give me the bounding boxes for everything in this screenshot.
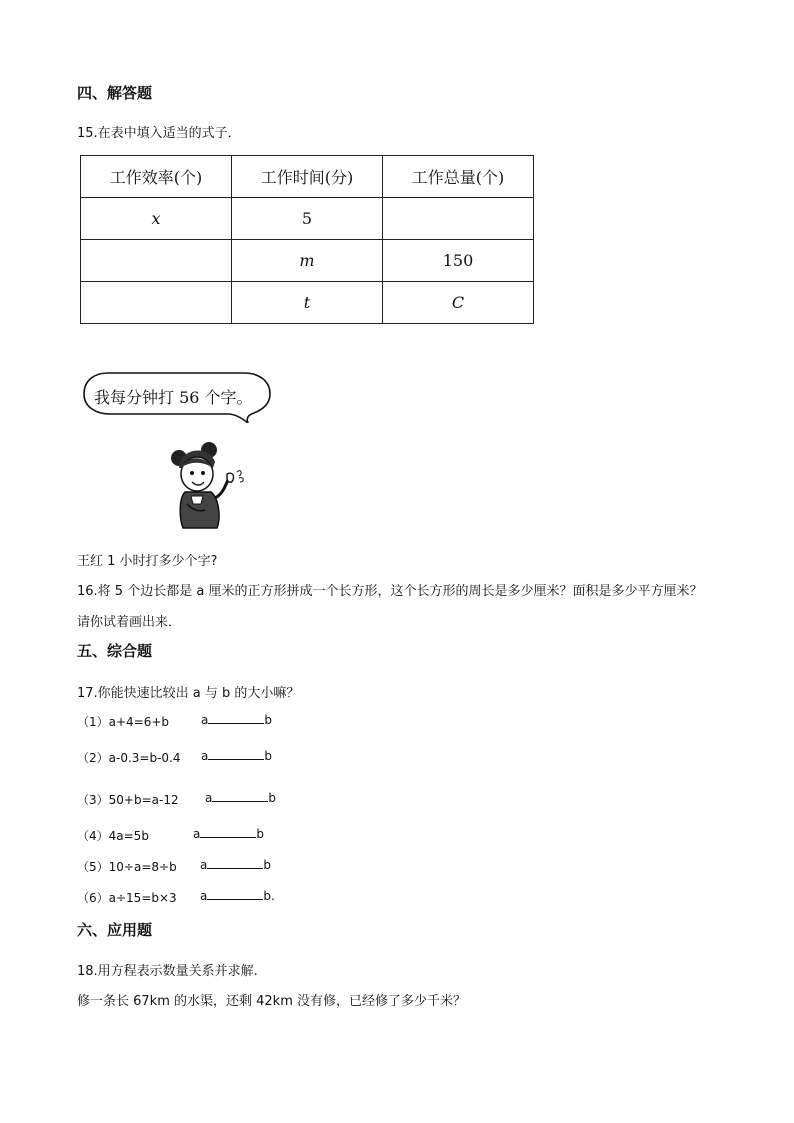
var-a: a	[193, 827, 201, 841]
var-a: a	[200, 889, 208, 903]
table-cell: 5	[232, 198, 383, 240]
table-cell: C	[383, 282, 534, 324]
table-header-row	[81, 156, 534, 198]
section-title: 六、应用题	[77, 921, 153, 939]
question-16-text: 16.将 5 个边长都是 a 厘米的正方形拼成一个长方形，这个长方形的周长是多少厘米？面积是多少平方厘米？	[77, 584, 703, 599]
bubble-text: 我每分钟打 56 个字。	[94, 388, 253, 407]
answer-blank[interactable]	[207, 858, 263, 869]
answer-blank-row	[201, 749, 272, 763]
table-row	[81, 282, 534, 324]
item-number: （4）	[77, 829, 109, 843]
answer-blank-row	[200, 889, 275, 903]
table-header: 工作总量(个)	[383, 156, 534, 198]
item-number: （3）	[77, 793, 109, 807]
table-row	[81, 240, 534, 282]
answer-blank-row	[205, 791, 276, 805]
answer-blank-row	[193, 827, 264, 841]
section-title: 五、综合题	[77, 642, 153, 660]
list-item	[77, 791, 179, 808]
list-item	[77, 858, 177, 875]
table-row	[81, 198, 534, 240]
item-number: （2）	[77, 751, 109, 765]
question-18-text-2: 修一条长 67km 的水渠，还剩 42km 没有修，已经修了多少千米？	[77, 994, 466, 1009]
item-number: （1）	[77, 715, 109, 729]
var-b: b	[263, 858, 271, 872]
table-header: 工作效率(个)	[81, 156, 232, 198]
question-16-text-2: 请你试着画出来．	[77, 615, 182, 630]
var-b: b	[263, 889, 271, 903]
table-cell: m	[232, 240, 383, 282]
var-a: a	[205, 791, 213, 805]
question-18-text: 18.用方程表示数量关系并求解.	[77, 964, 258, 979]
answer-blank[interactable]	[212, 791, 268, 802]
var-b: b	[264, 749, 272, 763]
question-17-text: 17.你能快速比较出 a 与 b 的大小嘛？	[77, 686, 300, 701]
answer-blank[interactable]	[207, 889, 263, 900]
answer-blank[interactable]	[200, 827, 256, 838]
var-a: a	[201, 749, 209, 763]
var-a: a	[201, 713, 209, 727]
list-item	[77, 827, 149, 844]
table-cell: 150	[383, 240, 534, 282]
table-cell-blank[interactable]	[81, 240, 232, 282]
list-item	[77, 749, 181, 766]
item-expression: a+4=6+b	[108, 715, 170, 729]
end-mark: .	[270, 889, 275, 903]
var-a: a	[200, 858, 208, 872]
table-cell: t	[232, 282, 383, 324]
girl-illustration	[165, 438, 249, 530]
item-expression: 4a=5b	[108, 829, 149, 843]
var-b: b	[268, 791, 276, 805]
item-expression: 10÷a=8÷b	[108, 860, 177, 874]
list-item	[77, 889, 177, 906]
item-expression: 50+b=a-12	[108, 793, 179, 807]
table-cell-blank[interactable]	[383, 198, 534, 240]
answer-table	[80, 155, 534, 324]
answer-blank[interactable]	[208, 749, 264, 760]
answer-blank[interactable]	[208, 713, 264, 724]
table-header: 工作时间(分)	[232, 156, 383, 198]
answer-blank-row	[200, 858, 271, 872]
item-number: （5）	[77, 860, 109, 874]
table-cell-blank[interactable]	[81, 282, 232, 324]
section-title: 四、解答题	[77, 84, 153, 102]
question-15-text: 15.在表中填入适当的式子．	[77, 126, 241, 141]
answer-blank-row	[201, 713, 272, 727]
item-expression: a÷15=b×3	[108, 891, 177, 905]
var-b: b	[264, 713, 272, 727]
question-15-prompt: 王红 1 小时打多少个字?	[77, 554, 218, 569]
table-cell[interactable]: x	[81, 198, 232, 240]
list-item	[77, 713, 169, 730]
var-b: b	[256, 827, 264, 841]
item-number: （6）	[77, 891, 109, 905]
item-expression: a-0.3=b-0.4	[108, 751, 181, 765]
